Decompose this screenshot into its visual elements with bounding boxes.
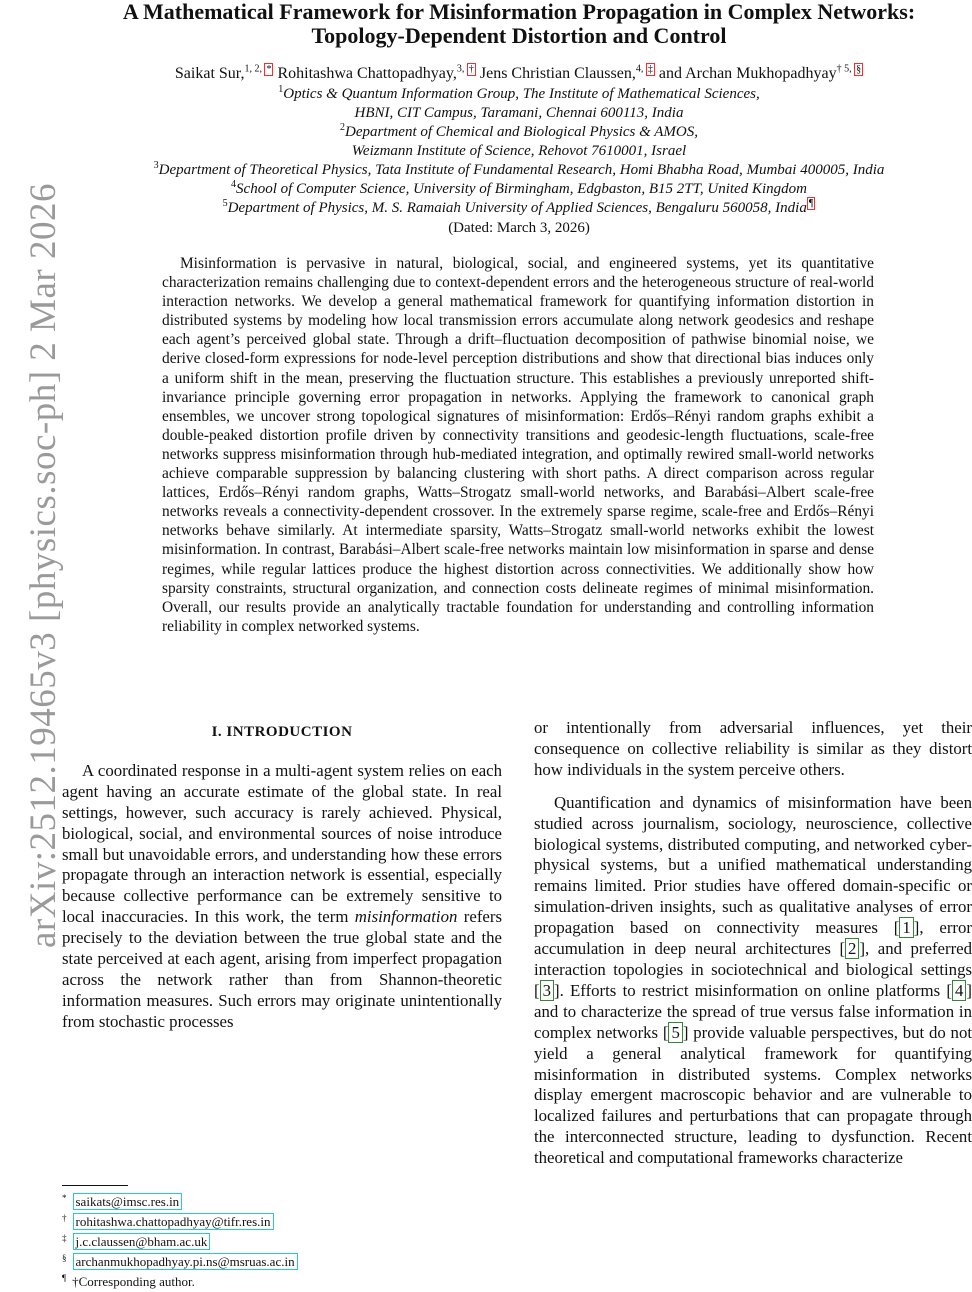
affiliation-2-address: Weizmann Institute of Science, Rehovot 7610001, Israel [351, 143, 687, 159]
author-4-footnote-link[interactable]: § [856, 63, 862, 75]
intro-paragraph-1: A coordinated response in a multi-agent system relies on each agent having an accurate estimate of the global state. In real settings, however, such accuracy is rarely achieved. Physical, biological, social, and environmental sources of noise introduce small but unavoidable errors, and understanding how these errors propagate through an interaction network is essential, especially because collective performance can be extremely sensitive to local inaccuracies. In this work, the term misinformation refers precisely to the deviation between the true global state and the state perceived at each agent, arising from imperfect propagation across the network rather than from Shannon-theoretic information measures. Such errors may originate unintentionally from stochastic processes [62, 760, 502, 1031]
affiliation-5: $^5$Department of Physics, M. S. Ramaiah University of Applied Sciences, Bengaluru 560058, India ¶ [222, 198, 814, 216]
footnote-5: ¶ †Corresponding author. [62, 1272, 195, 1289]
intro-paragraph-2: Quantification and dynamics of misinformation have been studied across journalism, sociology, neuroscience, collective biological systems, distributed computing, and networked cyber-physical systems, but a unified mathematical understanding remains limited. Prior studies have offered domain-specific or simulation-driven insights, such as qualitative analyses of error propagation based on connectivity measures [ 1 ], error accumulation in deep neural architectures [ 2 ], and preferred interaction topologies in sociotechnical and biological settings [ 3 ]. Efforts to restrict misinformation on online platforms [ 4 ] and to characterize the spread of true versus false information in complex networks [ 5 ] provide valuable perspectives, but do not yield a general analytical framework for quantifying misinformation in distributed systems. Complex networks display emergent macroscopic behavior and are vulnerable to localized failures and perturbations that can propagate through the interconnected structure, leading to dysfunction. Recent theoretical and computational frameworks characterize [534, 792, 972, 1168]
title-line-2: Topology-Dependent Distortion and Control [311, 23, 727, 48]
term-misinformation: misinformation [354, 907, 458, 927]
author-1: Saikat Sur, [174, 65, 245, 82]
title-line-1: A Mathematical Framework for Misinformation Propagation in Complex Networks: [122, 0, 916, 24]
email-link-3[interactable]: j.c.claussen@bham.ac.uk [73, 1233, 211, 1250]
affiliation-3: $^3$Department of Theoretical Physics, Tata Institute of Fundamental Research, Homi Bhabha Road, Mumbai 400005, India [153, 160, 885, 178]
paper-title [70, 0, 968, 48]
email-link-4[interactable]: archanmukhopadhyay.pi.ns@msruas.ac.in [73, 1253, 298, 1270]
affiliation-1: $^1$Optics & Quantum Information Group, The Institute of Mathematical Sciences, [278, 84, 760, 102]
author-4-affiliations: † 5, [836, 63, 855, 75]
footnote-1: * saikats@imsc.res.in [62, 1192, 482, 1212]
right-column [534, 718, 972, 1169]
footnote-2: † rohitashwa.chattopadhyay@tifr.res.in [62, 1212, 482, 1232]
author-2-footnote-link[interactable]: † [468, 63, 474, 75]
author-3: Jens Christian Claussen, [475, 65, 636, 82]
affiliation-4: $^4$School of Computer Science, University of Birmingham, Edgbaston, B15 2TT, United Kingdom [231, 179, 807, 197]
affiliation-5-footnote-link[interactable]: ¶ [808, 198, 814, 209]
author-3-affiliations: 4, [635, 63, 646, 75]
citation-link-3[interactable]: 3 [540, 980, 554, 1001]
author-2: Rohitashwa Chattopadhyay, [273, 65, 457, 82]
author-3-footnote-link[interactable]: ‡ [647, 63, 653, 75]
citation-link-4[interactable]: 4 [952, 980, 966, 1001]
corresponding-author-note: †Corresponding author. [72, 1274, 195, 1289]
author-1-affiliations: 1, 2, [244, 63, 265, 75]
author-4: and Archan Mukhopadhyay [654, 65, 837, 82]
left-column [62, 720, 502, 1033]
footnote-3: ‡ j.c.claussen@bham.ac.uk [62, 1232, 482, 1252]
footnote-divider [62, 1185, 128, 1186]
intro-paragraph-1-continued: or intentionally from adversarial influences, yet their consequence on collective reliability is similar as they distort how individuals in the system perceive others. [534, 718, 972, 779]
author-1-footnote-link[interactable]: * [266, 63, 272, 75]
citation-link-2[interactable]: 2 [845, 938, 859, 959]
email-link-1[interactable]: saikats@imsc.res.in [73, 1193, 183, 1210]
footnotes [62, 1192, 482, 1292]
date-line: (Dated: March 3, 2026) [448, 220, 590, 236]
author-2-affiliations: 3, [456, 63, 467, 75]
abstract: Misinformation is pervasive in natural, biological, social, and engineered systems, yet its quantitative characterization remains challenging due to context-dependent errors and the heterogeneous structure of real-world interaction networks. We develop a general mathematical framework for quantifying information distortion in distributed systems by modeling how local transmission errors accumulate along network geodesics and reshape each agent’s perceived global state. Through a drift–fluctuation decomposition of pathwise binomial noise, we derive closed-form expressions for node-level perception distributions and show that directional bias induces only a uniform shift in the mean, preserving the fluctuation structure. This establishes a previously unreported shift-invariance principle governing error propagation in networks. Applying the framework to canonical graph ensembles, we uncover strong topological signatures of misinformation: Erdős–Rényi random graphs exhibit a double-peaked distortion profile driven by connectivity transitions and geodesic-length fluctuations, scale-free networks suppress misinformation through hub-mediated integration, and optimally rewired small-world networks achieve comparable suppression by balancing clustering with short paths. A direct comparison across regular lattices, Erdős–Rényi random graphs, Watts–Strogatz small-world networks, and Barabási–Albert scale-free networks reveals a connectivity-dependent crossover. In the extremely sparse regime, scale-free and Erdős–Rényi networks behave similarly. At intermediate sparsity, Watts–Strogatz small-world networks exhibit the lowest misinformation. In contrast, Barabási–Albert scale-free networks maintain low misinformation in sparse and dense regimes, while regular lattices produce the highest distortion across connectivities. We additionally show how sparsity constraints, structural organization, and connection costs delineate regimes of minimal misinformation. Overall, our results provide an analytically tractable foundation for understanding and controlling information reliability in complex networked systems. [162, 255, 874, 635]
arxiv-identifier-stamp: arXiv:2512.19465v3 [physics.soc-ph] 2 Mar 2026 [23, 183, 64, 948]
email-link-2[interactable]: rohitashwa.chattopadhyay@tifr.res.in [73, 1213, 274, 1230]
citation-link-5[interactable]: 5 [668, 1022, 682, 1043]
footnote-4: § archanmukhopadhyay.pi.ns@msruas.ac.in [62, 1252, 482, 1272]
affiliations [70, 85, 968, 218]
affiliation-2: $^2$Department of Chemical and Biological Physics & AMOS, [339, 122, 698, 140]
citation-link-1[interactable]: 1 [899, 917, 913, 938]
paper-header [70, 0, 968, 238]
author-list [70, 64, 968, 84]
section-heading-introduction: I. INTRODUCTION [211, 724, 353, 740]
affiliation-1-address: HBNI, CIT Campus, Taramani, Chennai 600113, India [354, 105, 684, 121]
